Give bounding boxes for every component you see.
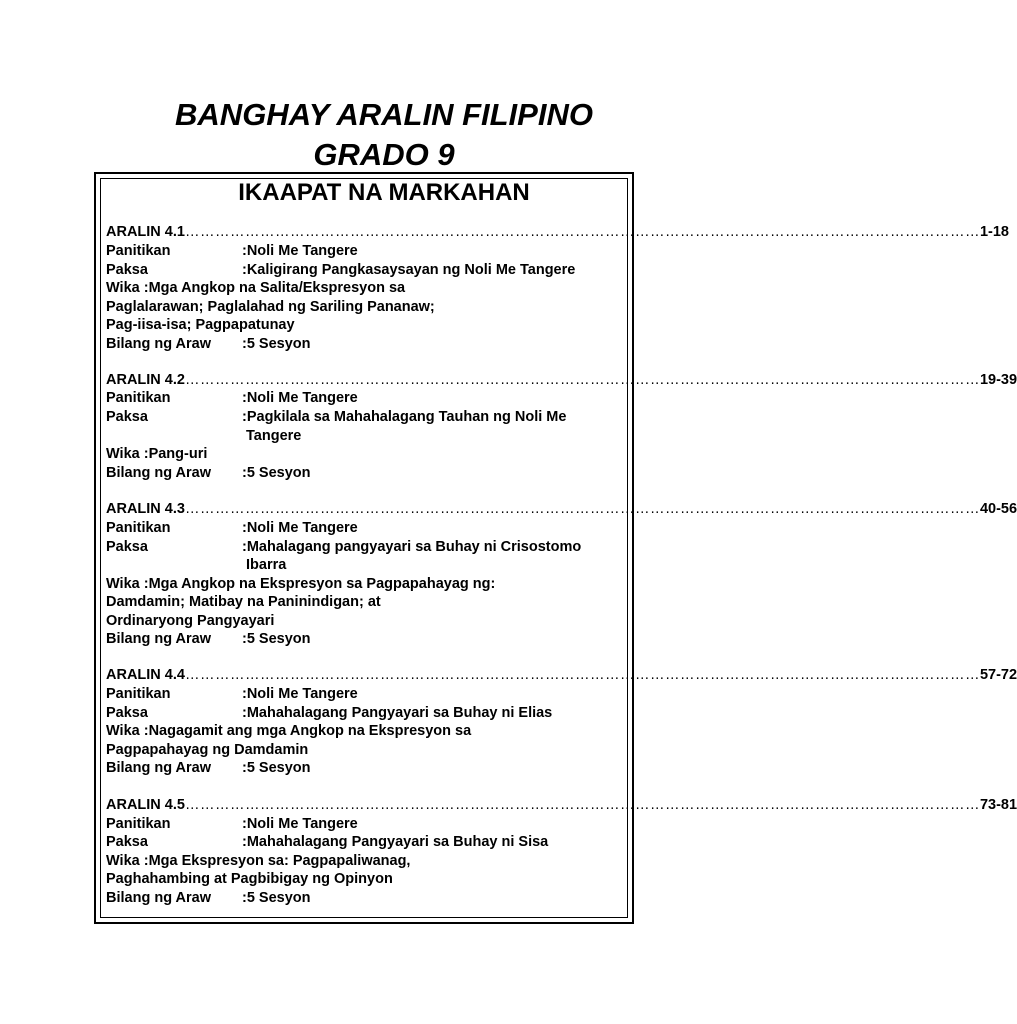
wika-line-2: Pagpapahayag ng Damdamin bbox=[106, 742, 309, 758]
lesson-heading-row bbox=[106, 796, 1017, 814]
bilang-value: :5 Sesyon bbox=[242, 631, 311, 647]
lesson-pages: 40-56 bbox=[979, 501, 1017, 517]
paksa-label: Paksa bbox=[106, 705, 148, 721]
paksa-line-2 bbox=[106, 556, 286, 574]
lesson-heading-row bbox=[106, 371, 1017, 389]
panitikan-line bbox=[106, 685, 358, 703]
wika-line: Wika :Nagagamit ang mga Angkop na Ekspresyon sa bbox=[106, 723, 472, 739]
panitikan-label: Panitikan bbox=[106, 686, 171, 702]
panitikan-value: :Noli Me Tangere bbox=[242, 390, 358, 406]
bilang-value: :5 Sesyon bbox=[242, 465, 311, 481]
paksa-label: Paksa bbox=[106, 539, 148, 555]
panitikan-value: :Noli Me Tangere bbox=[242, 243, 358, 259]
wika-line: Wika :Pang-uri bbox=[106, 446, 208, 462]
lesson-heading: ARALIN 4.2 bbox=[106, 372, 185, 388]
panitikan-line bbox=[106, 242, 358, 260]
bilang-line bbox=[106, 630, 311, 648]
lesson-pages: 19-39 bbox=[979, 372, 1017, 388]
lesson-pages: 73-81 bbox=[979, 797, 1017, 813]
wika-line: Wika :Mga Ekspresyon sa: Pagpapaliwanag, bbox=[106, 853, 411, 869]
paksa-label: Paksa bbox=[106, 834, 148, 850]
leader-dots: …………………………………………………………………………………………………………………………………………… bbox=[184, 797, 980, 813]
panitikan-line bbox=[106, 815, 358, 833]
panitikan-label: Panitikan bbox=[106, 390, 171, 406]
paksa-line bbox=[106, 538, 581, 556]
paksa-value-2: Tangere bbox=[242, 428, 302, 444]
wika-line: Wika :Mga Angkop na Ekspresyon sa Pagpapahayag ng: bbox=[106, 576, 496, 592]
bilang-value: :5 Sesyon bbox=[242, 890, 311, 906]
panitikan-label: Panitikan bbox=[106, 243, 171, 259]
paksa-value-2: Ibarra bbox=[242, 557, 287, 573]
wika-line-2: Paglalarawan; Paglalahad ng Sariling Pananaw; bbox=[106, 299, 435, 315]
paksa-line bbox=[106, 833, 548, 851]
leader-dots: …………………………………………………………………………………………………………………………………………… bbox=[184, 224, 980, 240]
leader-dots: …………………………………………………………………………………………………………………………………………… bbox=[184, 372, 980, 388]
bilang-label: Bilang ng Araw bbox=[106, 631, 211, 647]
paksa-value: :Mahahalagang Pangyayari sa Buhay ni Elias bbox=[242, 705, 553, 721]
panitikan-label: Panitikan bbox=[106, 520, 171, 536]
paksa-line bbox=[106, 704, 552, 722]
panitikan-value: :Noli Me Tangere bbox=[242, 520, 358, 536]
paksa-label: Paksa bbox=[106, 409, 148, 425]
grade-title: GRADO 9 bbox=[313, 137, 455, 172]
lesson-heading-row bbox=[106, 666, 1017, 684]
bilang-line bbox=[106, 759, 311, 777]
bilang-label: Bilang ng Araw bbox=[106, 336, 211, 352]
lesson-heading-row bbox=[106, 500, 1017, 518]
bilang-value: :5 Sesyon bbox=[242, 760, 311, 776]
wika-line-2: Paghahambing at Pagbibigay ng Opinyon bbox=[106, 871, 393, 887]
bilang-line bbox=[106, 335, 311, 353]
paksa-value: :Kaligirang Pangkasaysayan ng Noli Me Tangere bbox=[242, 262, 576, 278]
bilang-label: Bilang ng Araw bbox=[106, 760, 211, 776]
paksa-line bbox=[106, 408, 566, 426]
wika-line: Wika :Mga Angkop na Salita/Ekspresyon sa bbox=[106, 280, 406, 296]
leader-dots: …………………………………………………………………………………………………………………………………………… bbox=[184, 667, 980, 683]
lesson-heading-row bbox=[106, 223, 1009, 241]
bilang-label: Bilang ng Araw bbox=[106, 465, 211, 481]
wika-line-3: Ordinaryong Pangyayari bbox=[106, 613, 275, 629]
lesson-heading: ARALIN 4.3 bbox=[106, 501, 185, 517]
panitikan-value: :Noli Me Tangere bbox=[242, 816, 358, 832]
paksa-label: Paksa bbox=[106, 262, 148, 278]
document-title: BANGHAY ARALIN FILIPINO bbox=[175, 97, 593, 132]
panitikan-value: :Noli Me Tangere bbox=[242, 686, 358, 702]
panitikan-label: Panitikan bbox=[106, 816, 171, 832]
panitikan-line bbox=[106, 519, 358, 537]
leader-dots: …………………………………………………………………………………………………………………………………………… bbox=[184, 501, 980, 517]
paksa-value: :Pagkilala sa Mahahalagang Tauhan ng Noli Me bbox=[242, 409, 567, 425]
bilang-value: :5 Sesyon bbox=[242, 336, 311, 352]
wika-line-2: Damdamin; Matibay na Paninindigan; at bbox=[106, 594, 381, 610]
bilang-label: Bilang ng Araw bbox=[106, 890, 211, 906]
paksa-line bbox=[106, 261, 575, 279]
bilang-line bbox=[106, 889, 311, 907]
paksa-line-2 bbox=[106, 427, 301, 445]
bilang-line bbox=[106, 464, 311, 482]
paksa-value: :Mahalagang pangyayari sa Buhay ni Crisostomo bbox=[242, 539, 582, 555]
lesson-pages: 1-18 bbox=[979, 224, 1009, 240]
lesson-pages: 57-72 bbox=[979, 667, 1017, 683]
lesson-heading: ARALIN 4.1 bbox=[106, 224, 185, 240]
paksa-value: :Mahahalagang Pangyayari sa Buhay ni Sisa bbox=[242, 834, 549, 850]
lesson-heading: ARALIN 4.5 bbox=[106, 797, 185, 813]
lesson-heading: ARALIN 4.4 bbox=[106, 667, 185, 683]
quarter-heading: IKAAPAT NA MARKAHAN bbox=[238, 179, 530, 206]
wika-line-3: Pag-iisa-isa; Pagpapatunay bbox=[106, 317, 295, 333]
panitikan-line bbox=[106, 389, 358, 407]
